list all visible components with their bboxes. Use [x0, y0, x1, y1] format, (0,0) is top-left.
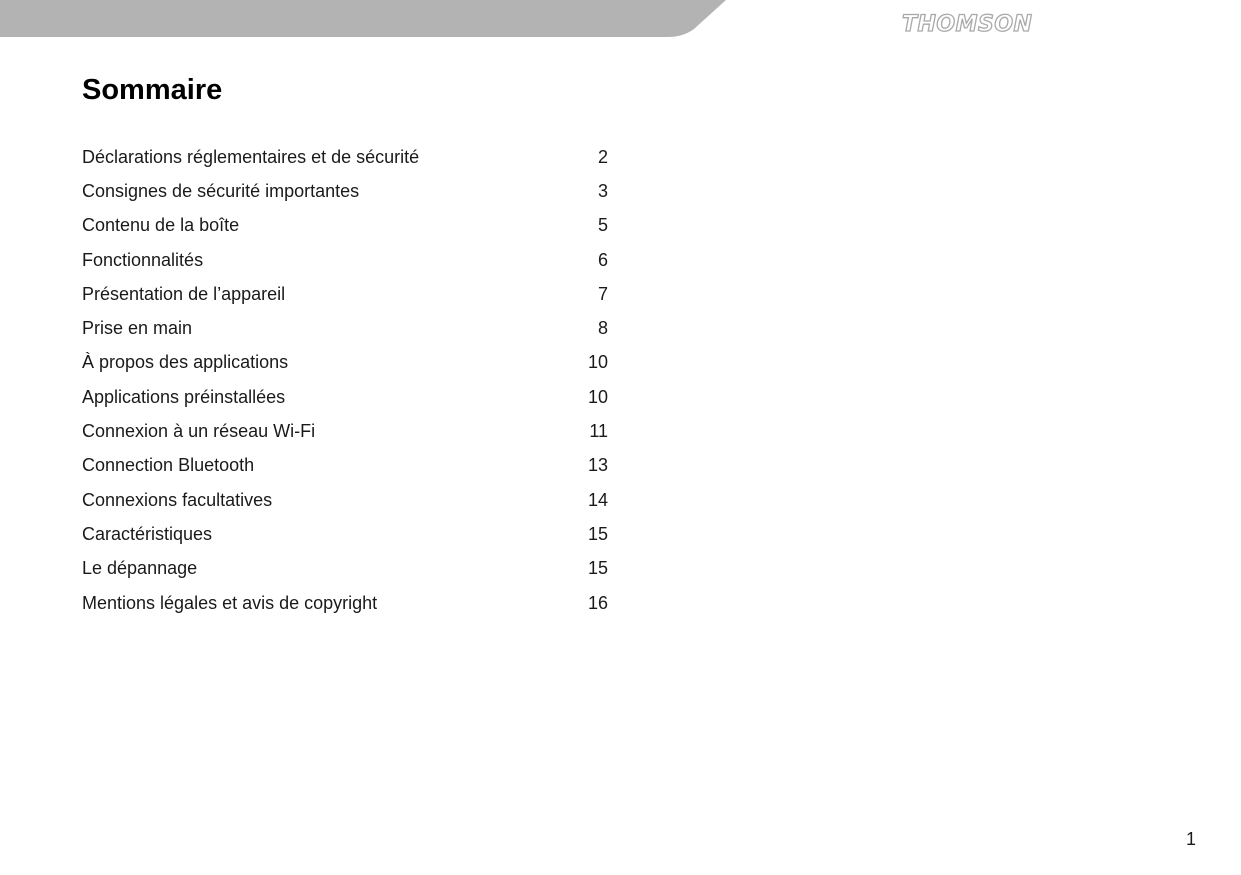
toc-entry-title: Le dépannage: [82, 558, 198, 579]
toc-entry-title: Déclarations réglementaires et de sécurité: [82, 146, 420, 167]
toc-entry[interactable]: [82, 380, 608, 414]
toc-entry[interactable]: [82, 174, 608, 208]
toc-entry[interactable]: [82, 209, 608, 243]
toc-entry-page: 13: [587, 455, 608, 476]
toc-entry-page: 2: [597, 146, 608, 167]
toc-entry-title: Applications préinstallées: [82, 386, 286, 407]
toc-entry-title: Connexion à un réseau Wi-Fi: [82, 421, 316, 442]
header-band-shape: [0, 0, 726, 37]
toc-entry-page: 5: [597, 215, 608, 236]
toc-entry-title: Mentions légales et avis de copyright: [82, 592, 378, 613]
toc-entry-page: 15: [587, 558, 608, 579]
toc-entry-page: 16: [587, 592, 608, 613]
toc-entry-page: 10: [587, 386, 608, 407]
toc-entry-page: 8: [597, 318, 608, 339]
toc-entry[interactable]: [82, 311, 608, 345]
toc-entry-title: Fonctionnalités: [82, 249, 204, 270]
toc-entry-title: Prise en main: [82, 318, 193, 339]
toc-entry[interactable]: [82, 140, 608, 174]
toc-entry[interactable]: [82, 483, 608, 517]
toc-entry-page: 3: [597, 180, 608, 201]
toc-entry[interactable]: [82, 243, 608, 277]
toc-entry-title: Connection Bluetooth: [82, 455, 255, 476]
toc-entry[interactable]: [82, 586, 608, 620]
toc-entry-page: 14: [587, 489, 608, 510]
toc-entry-title: Présentation de l’appareil: [82, 283, 286, 304]
thomson-logo: THOMSON: [902, 12, 1033, 37]
toc-entry-page: 10: [587, 352, 608, 373]
toc-entry-title: Caractéristiques: [82, 523, 213, 544]
toc-entry-title: Contenu de la boîte: [82, 215, 240, 236]
toc-entry-page: 7: [597, 283, 608, 304]
header-band: [0, 0, 740, 40]
toc-entry-title: Connexions facultatives: [82, 489, 273, 510]
toc-entry-title: À propos des applications: [82, 352, 289, 373]
toc-entry-page: 11: [589, 421, 608, 442]
page-number: 1: [1186, 829, 1197, 849]
toc-entry[interactable]: [82, 552, 608, 586]
page-title: Sommaire: [82, 74, 223, 106]
toc-entry-page: 15: [587, 523, 608, 544]
toc-entry[interactable]: [82, 517, 608, 551]
toc-entry-page: 6: [597, 249, 608, 270]
toc-entry-title: Consignes de sécurité importantes: [82, 180, 360, 201]
toc-entry[interactable]: [82, 277, 608, 311]
toc-entry[interactable]: [82, 414, 608, 448]
table-of-contents: [82, 140, 608, 620]
toc-entry[interactable]: [82, 346, 608, 380]
toc-entry[interactable]: [82, 449, 608, 483]
